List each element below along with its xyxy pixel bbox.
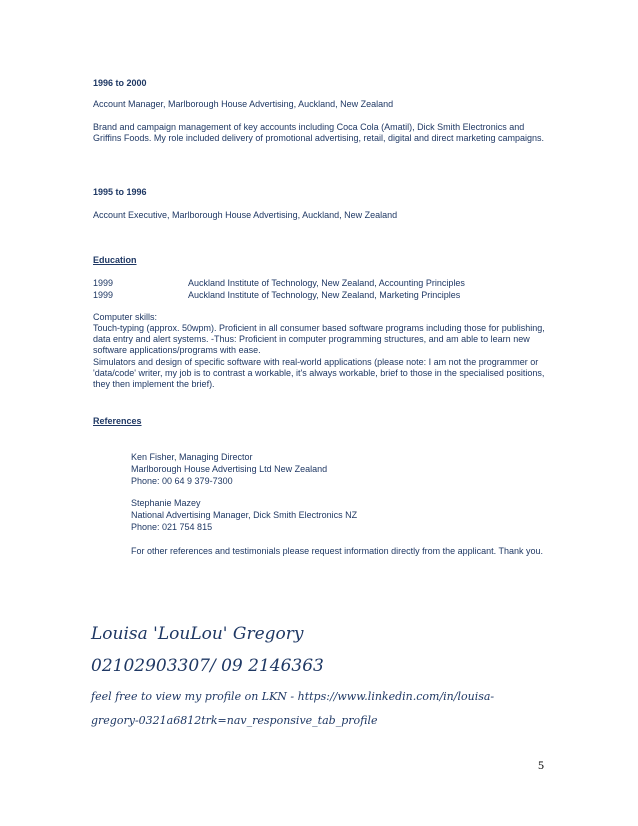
computer-skills-heading: Computer skills: bbox=[93, 312, 158, 322]
job1-dates: 1996 to 2000 bbox=[93, 78, 147, 88]
references-heading: References bbox=[93, 416, 142, 426]
ref2-phone: Phone: 021 754 815 bbox=[131, 522, 213, 532]
ref2-name: Stephanie Mazey bbox=[131, 498, 201, 508]
simulators-text: Simulators and design of specific software with real-world applications (please note: I am not the programmer or 'data/code' writer, my job is to contrast a workable, it's always workable, brief to those in the specialised positions, they then implement the brief). bbox=[93, 357, 545, 389]
job2-title: Account Executive, Marlborough House Advertising, Auckland, New Zealand bbox=[93, 210, 398, 220]
ref1-name: Ken Fisher, Managing Director bbox=[131, 452, 253, 462]
education-detail-2: Auckland Institute of Technology, New Zealand, Marketing Principles bbox=[188, 290, 461, 300]
ref2-company: National Advertising Manager, Dick Smith Electronics NZ bbox=[131, 510, 358, 520]
ref1-phone: Phone: 00 64 9 379-7300 bbox=[131, 476, 233, 486]
education-year-2: 1999 bbox=[93, 290, 114, 300]
references-note: For other references and testimonials please request information directly from the applicant. Thank you. bbox=[131, 546, 544, 556]
ref1-company: Marlborough House Advertising Ltd New Zealand bbox=[131, 464, 328, 474]
education-heading: Education bbox=[93, 255, 137, 265]
job2-dates: 1995 to 1996 bbox=[93, 187, 147, 197]
computer-skills-text: Touch-typing (approx. 50wpm). Proficient in all consumer based software programs including those for publishing, data entry and alert systems. -Thus: Proficient in computer programming structures, and am able to learn new software applications/programs with ease. bbox=[93, 323, 545, 355]
education-detail-1: Auckland Institute of Technology, New Zealand, Accounting Principles bbox=[188, 278, 465, 288]
signature-name: Louisa 'LouLou' Gregory bbox=[91, 624, 304, 644]
education-year-1: 1999 bbox=[93, 278, 114, 288]
job1-description: Brand and campaign management of key accounts including Coca Cola (Amatil), Dick Smith Electronics and Griffins Foods. My role included delivery of promotional advertising, retail, digital and direct marketing campaigns. bbox=[93, 122, 545, 143]
page-number: 5 bbox=[538, 758, 544, 772]
job1-title: Account Manager, Marlborough House Advertising, Auckland, New Zealand bbox=[93, 99, 394, 109]
signature-phone: 02102903307/ 09 2146363 bbox=[91, 656, 324, 676]
signature-profile-line1: feel free to view my profile on LKN - https://www.linkedin.com/in/louisa- bbox=[91, 690, 495, 703]
signature-profile-line2: gregory-0321a6812trk=nav_responsive_tab_profile bbox=[91, 714, 378, 727]
